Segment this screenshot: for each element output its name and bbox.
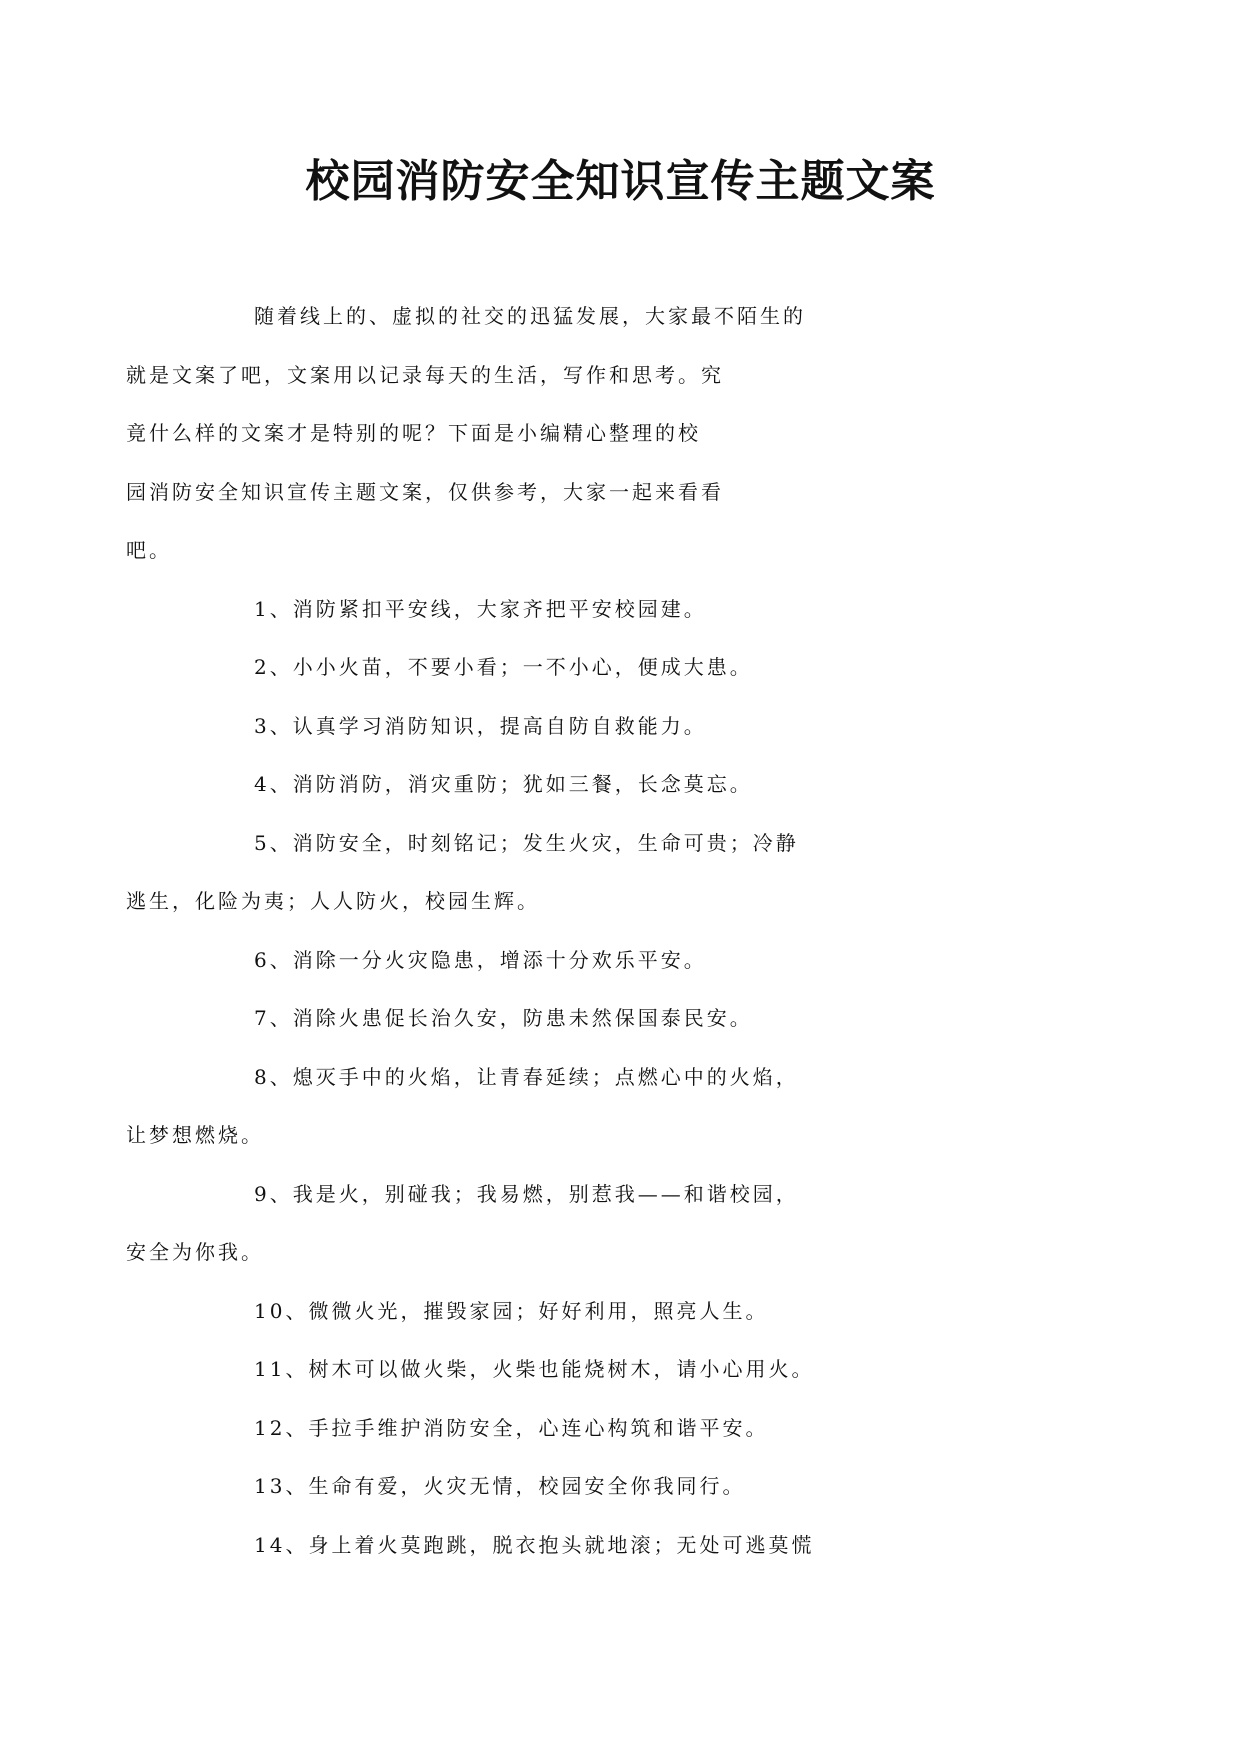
slogan-item [126,814,1060,931]
text-line: 竟什么样的文案才是特别的呢？下面是小编精心整理的校 [126,421,701,445]
text-line: 9、我是火，别碰我；我易燃，别惹我——和谐校园， [254,1181,799,1206]
text-line: 就是文案了吧，文案用以记录每天的生活，写作和思考。究 [126,362,724,387]
text-line: 14、身上着火莫跑跳，脱衣抱头就地滚；无处可逃莫慌 [254,1532,815,1557]
text-line: 13、生命有爱，火灾无情，校园安全你我同行。 [254,1474,746,1498]
text-line: 1、消防紧扣平安线，大家齐把平安校园建。 [254,596,707,621]
intro-paragraph [126,287,1060,580]
text-line: 吧。 [126,538,172,562]
text-line: 2、小小火苗，不要小看；一不小心，便成大患。 [254,655,753,679]
slogan-item [190,1340,1060,1399]
slogan-item [190,1282,1060,1341]
slogan-item [190,580,1060,639]
text-line: 安全为你我。 [126,1240,264,1264]
slogan-item [190,1516,1060,1575]
text-line: 6、消除一分火灾隐患，增添十分欢乐平安。 [254,947,707,972]
text-line: 4、消防消防，消灾重防；犹如三餐，长念莫忘。 [254,772,753,796]
slogan-item [190,931,1060,990]
text-line: 8、熄灭手中的火焰，让青春延续；点燃心中的火焰， [254,1064,799,1089]
slogan-item [126,1165,1060,1282]
slogan-item [190,1457,1060,1516]
text-line: 7、消除火患促长治久安，防患未然保国泰民安。 [254,1006,753,1030]
text-line: 让梦想燃烧。 [126,1123,264,1147]
text-line: 3、认真学习消防知识，提高自防自救能力。 [254,713,707,738]
slogan-item [190,989,1060,1048]
document-body [126,287,1060,1574]
text-line: 随着线上的、虚拟的社交的迅猛发展，大家最不陌生的 [254,304,806,328]
slogan-item [190,1399,1060,1458]
slogan-item [190,638,1060,697]
slogan-item [126,1048,1060,1165]
text-line: 逃生，化险为夷；人人防火，校园生辉。 [126,889,540,913]
text-line: 11、树木可以做火柴，火柴也能烧树木，请小心用火。 [254,1357,815,1381]
text-line: 10、微微火光，摧毁家园；好好利用，照亮人生。 [254,1298,769,1323]
text-line: 12、手拉手维护消防安全，心连心构筑和谐平安。 [254,1415,769,1440]
text-line: 园消防安全知识宣传主题文案，仅供参考，大家一起来看看 [126,479,724,504]
slogan-item [190,697,1060,756]
slogan-item [190,755,1060,814]
document-title: 校园消防安全知识宣传主题文案 [305,156,936,207]
text-line: 5、消防安全，时刻铭记；发生火灾，生命可贵；冷静 [254,830,799,855]
